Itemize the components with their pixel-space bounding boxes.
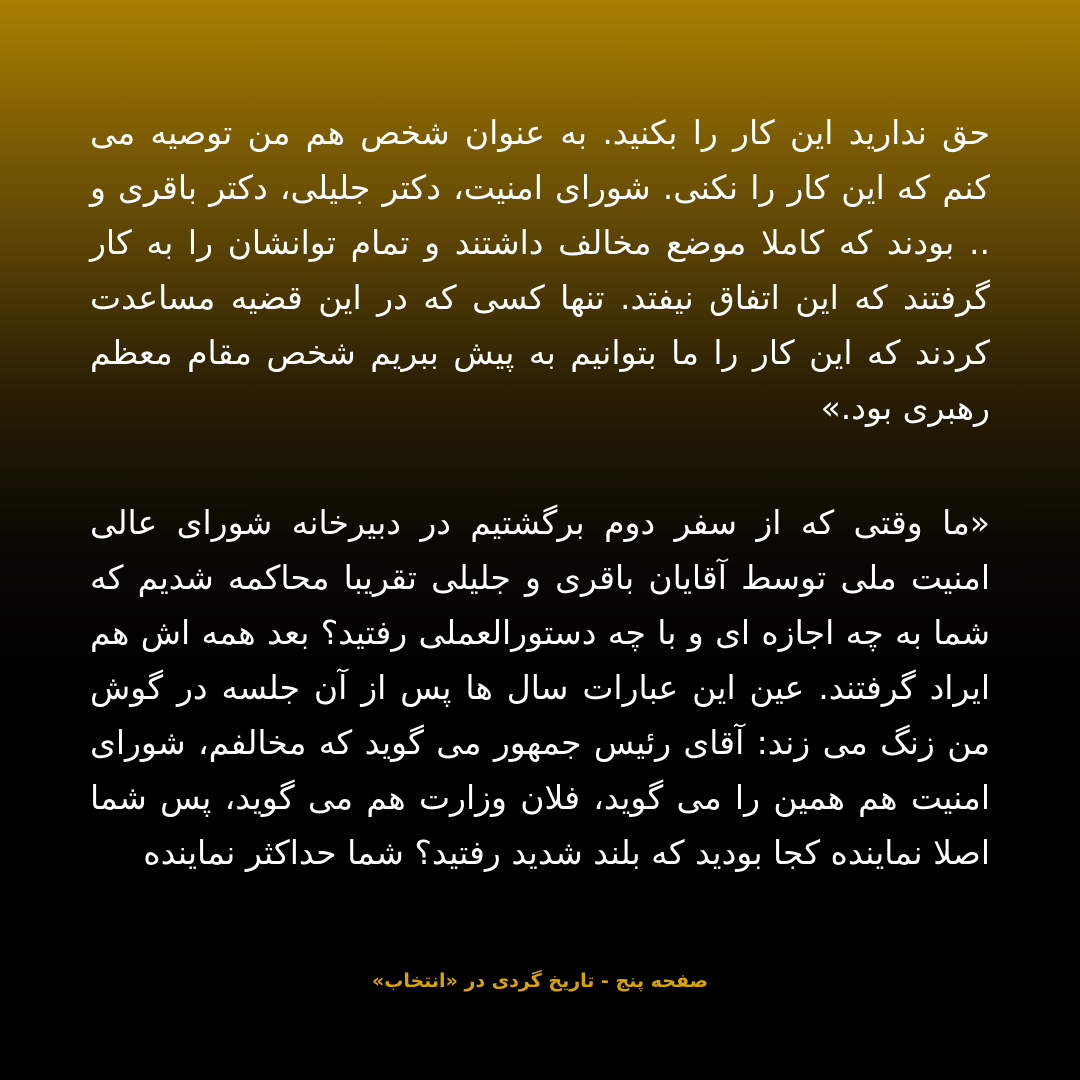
page-footer-label: صفحه پنج - تاریخ گردی در «انتخاب» (371, 970, 709, 992)
paragraph-2: «ما وقتی که از سفر دوم برگشتیم در دبیرخانه شورای عالی امنیت ملی توسط آقایان باقری و جلیلی تقریبا محاکمه شدیم که شما به چه اجازه ای و با چه دستورالعملی رفتید؟ بعد همه اش هم ایراد گرفتند. عین این عبارات سال ها پس از آن جلسه در گوش من زنگ می زند: آقای رئیس جمهور می گوید که مخالفم، شورای امنیت هم همین را می گوید، فلان وزارت هم می گوید، پس شما اصلا نماینده کجا بودید که بلند شدید رفتید؟ شما حداکثر نماینده (90, 503, 990, 872)
paragraph-1: حق ندارید این کار را بکنید. به عنوان شخص هم من توصیه می کنم که این کار را نکنی. شورای امنیت، دکتر جلیلی، دکتر باقری و .. بودند که کاملا موضع مخالف داشتند و تمام توانشان را به کار گرفتند که این اتفاق نیفتد. تنها کسی که در این قضیه مساعدت کردند که این کار را ما بتوانیم به پیش ببریم شخص مقام معظم رهبری بود.» (90, 113, 990, 427)
